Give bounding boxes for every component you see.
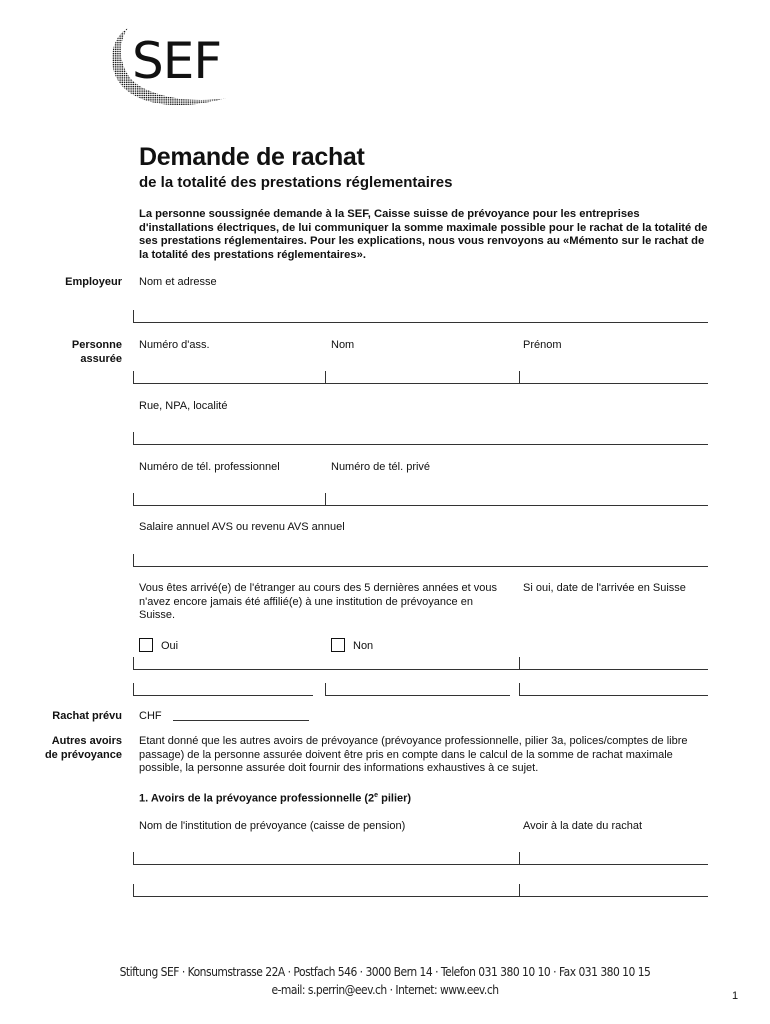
phone-private-field[interactable] [325,505,708,506]
currency-label: CHF [139,710,162,722]
arrival-month-field[interactable] [325,695,510,696]
name-field[interactable] [325,383,519,384]
institution-name-label: Nom de l'institution de prévoyance (caisse de pension) [139,820,406,832]
employer-section-label: Employeur [65,276,122,288]
phone-work-field[interactable] [133,505,325,506]
planned-purchase-amount-field[interactable] [173,720,309,721]
arrival-date-label: Si oui, date de l'arrivée en Suisse [523,582,686,594]
street-field[interactable] [133,444,708,445]
no-checkbox[interactable] [331,638,345,652]
insurance-number-label: Numéro d'ass. [139,339,210,351]
firstname-label: Prénom [523,339,562,351]
employer-name-address-label: Nom et adresse [139,276,217,288]
arrival-date-field[interactable] [519,695,708,696]
no-label: Non [353,640,374,652]
arrival-checkbox-row-line [133,669,708,670]
street-label: Rue, NPA, localité [139,400,228,412]
insured-section-label: Personne assurée [71,339,122,365]
footer-address: Stiftung SEF · Konsumstrasse 22A · Postfach 546 · 3000 Bern 14 · Telefon 031 380 10 10 · Fax 031 380 10 15 [119,964,651,979]
institution-name-field-1[interactable] [133,864,519,865]
page-number: 1 [732,990,739,1002]
page-title: Demande de rachat [139,143,365,171]
intro-paragraph: La personne soussignée demande à la SEF, Caisse suisse de prévoyance pour les entreprises d'installations électriques, de lui communiquer la somme maximale possible pour le rachat de la totalité de ses prestations réglementaires. Pour les explications, nous vous renvoyons au «Mémento sur le rachat de la totalité des prestations réglementaires». [139,208,708,261]
firstname-field[interactable] [519,383,708,384]
page-subtitle: de la totalité des prestations réglementaires [139,174,453,191]
yes-checkbox[interactable] [139,638,153,652]
occupational-pension-heading: 1. Avoirs de la prévoyance professionnelle (2e pilier) [139,792,412,805]
footer-contact: e-mail: s.perrin@eev.ch · Internet: www.eev.ch [271,982,499,997]
arrival-day-field[interactable] [133,695,313,696]
logo-text: SEF [132,32,222,90]
other-assets-explanation: Etant donné que les autres avoirs de prévoyance (prévoyance professionnelle, pilier 3a, polices/comptes de libre passage) de la personne assurée doivent être pris en compte dans le calcul de la somme de rachat maximale possible, la personne assurée doit fournir des informations exhaustives à ce sujet. [139,735,688,774]
balance-field-2[interactable] [519,896,708,897]
name-label: Nom [331,339,355,351]
other-assets-section-label: Autres avoirs de prévoyance [44,735,122,761]
institution-name-field-2[interactable] [133,896,519,897]
salary-field[interactable] [133,566,708,567]
salary-label: Salaire annuel AVS ou revenu AVS annuel [139,521,345,533]
arrival-question: Vous êtes arrivé(e) de l'étranger au cours des 5 dernières années et vous n'avez encore jamais été affilié(e) à une institution de prévoyance en Suisse. [139,582,497,621]
employer-name-address-field[interactable] [133,322,708,323]
sef-logo [108,24,238,114]
planned-purchase-section-label: Rachat prévu [52,710,122,722]
insurance-number-field[interactable] [133,383,325,384]
balance-field-1[interactable] [519,864,708,865]
phone-work-label: Numéro de tél. professionnel [139,461,280,473]
balance-label: Avoir à la date du rachat [523,820,643,832]
yes-label: Oui [161,640,179,652]
phone-private-label: Numéro de tél. privé [331,461,431,473]
